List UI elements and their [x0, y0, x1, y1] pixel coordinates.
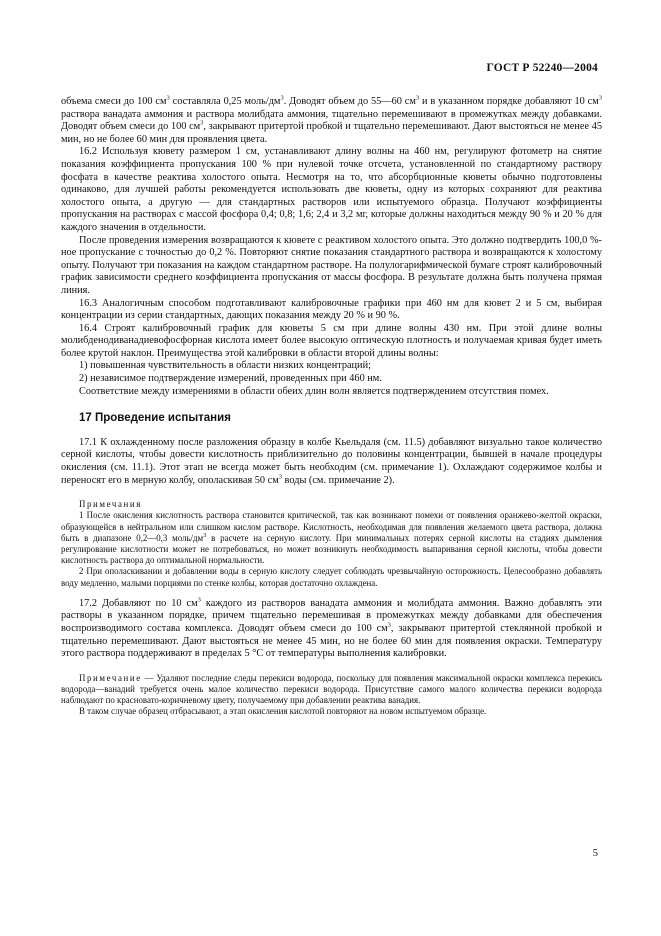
note-2: 2 При ополаскивании и добавлении воды в серную кислоту следует соблюдать чрезвычайную осторожность. Целесообразно добавлять воду медленно, малыми порциями по стенке колбы, которая достаточно охлаждена. — [61, 566, 602, 588]
paragraph-blank-return: После проведения измерения возвращаются к кювете с реактивом холостого опыта. Это должно подтвердить 100,0 %-ное пропускание с точностью до 0,2 %. Повторяют снятие показания стандартного раствора и возвращаются к холостому опыту. Получают три показания на каждом стандартном растворе. На полулогарифмической бумаге строят калибровочный график зависимости среднего коэффициента пропускания от массы фосфора. В результате должна быть получена прямая линия. — [61, 234, 602, 296]
list-item: 1) повышенная чувствительность в области низких концентраций; — [79, 360, 371, 372]
note-4: В таком случае образец отбрасывают, а этап окисления кислотой повторяют на новом испытуемом образце. — [79, 706, 487, 717]
page-content — [61, 96, 602, 718]
section-heading: 17 Проведение испытания — [79, 412, 231, 425]
paragraph-conclusion: Соответствие между измерениями в области обеих длин волн является подтверждением отсутствия помех. — [79, 385, 549, 397]
paragraph-16-3: 16.3 Аналогичным способом подготавливают калибровочные графики при 460 нм для кювет 2 и 5 см, выбирая концентрации из серии стандартных, дающих показания между 20 % и 90 %. — [61, 297, 602, 322]
paragraph-volume: объема смеси до 100 $см^3$ составляла 0,25 моль/$дм^3$. Доводят объем до 55—60 $см^3$ и в указанном порядке добавляют 10 $см^3$ раствора ванадата аммония и раствора молибдата аммония, тщательно перемешивают в промежутках между добавками. Доводят объем смеси до 100 $см^3$, закрывают притертой пробкой и тщательно перемешивают. Дают выстояться не менее 45 мин, но не более 60 мин для проявления цвета. — [61, 94, 602, 145]
note-1: 1 После окисления кислотность раствора становится критической, так как возникают помехи от появления оранжево-желтой окраски, образующейся в нейтральном или слишком кислом растворе. Кислотность, необходимая для появления желаемого цвета раствора, должна быть в диапазоне 0,2—0,3 моль/$дм^3$ в расчете на серную кислоту. При минимальных потерях серной кислоты на стадиях дымления регулирование кислотности может не потребоваться, но может возникнуть необходимость выпаривания серной кислоты, чтобы довести кислотность раствора до оптимальной нормальности. — [61, 510, 602, 566]
notes-block — [61, 499, 602, 589]
note-3: Примечание — Удаляют последние следы перекиси водорода, поскольку для появления максимальной окраски комплекса перекись водорода—ванадий требуется очень малое количество перекиси водорода. Присутствие самого малого количества перекиси водорода наблюдают по красновато-коричневому цвету, получаемому при добавлении реактива ванадия. — [61, 672, 602, 706]
paragraph-17-2: 17.2 Добавляют по 10 $см^3$ каждого из растворов ванадата аммония и молибдата аммония. Важно добавлять эти растворы в указанном порядке, причем тщательно перемешивая в промежутках между добавками для обеспечения воспроизводимого состава комплекса. Доводят объем смеси до 100 $см^3$, закрывают притертой стеклянной пробкой и тщательно перемешивают. Дают выстояться не менее 45 мин, но не более 60 мин для появления окраски. Температуру этого раствора поддерживают в пределах 5 °С от температуры выполнения калибровки. — [61, 596, 602, 660]
notes-label: Примечания — [79, 499, 142, 510]
note-block-2 — [61, 673, 602, 718]
paragraph-17-1: 17.1 К охлажденному после разложения образцу в колбе Кьельдаля (см. 11.5) добавляют визуально такое количество серной кислоты, чтобы довести кислотность приблизительно до половины концентрации, бывшей в начале процедуры окисления (см. 11.1). Этот этап не всегда может быть необходим (см. примечание 1). Охлаждают содержимое колбы и переносят его в мерную колбу, ополаскивая 50 $см^3$ воды (см. примечание 2). — [61, 436, 602, 486]
list-item: 2) независимое подтверждение измерений, проведенных при 460 нм. — [79, 373, 382, 385]
document-header: ГОСТ Р 52240—2004 — [486, 62, 598, 74]
page-number: 5 — [592, 848, 598, 859]
paragraph-16-2: 16.2 Используя кювету размером 1 см, устанавливают длину волны на 460 нм, регулируют фотометр на снятие показания коэффициента пропускания 100 % при нулевой точке отсчета, установленной по стандартному раствору фосфата в качестве реактива холостого опыта. Несмотря на то, что абсорбционные кюветы обычно подготовлены одинаково, для лучшей работы рекомендуется использовать две кюветы, одну из которых сохраняют для реактива холостого опыта, а другую — для стандартных растворов или испытуемого образца. Получают коэффициенты пропускания на растворах с массой фосфора 0,4; 0,8; 1,6; 2,4 и 3,2 мг, которые должны находиться между 90 % и 20 % для каждого значения в отдельности. — [61, 146, 602, 233]
paragraph-16-4: 16.4 Строят калибровочный график для кюветы 5 см при длине волны 430 нм. При этой длине волны молибденодиванадиевофосфорная кислота имеет более высокую оптическую плотность и получаемая кривая будет иметь более крутой наклон. Преимущества этой калибровки в области второй длины волны: — [61, 322, 602, 359]
